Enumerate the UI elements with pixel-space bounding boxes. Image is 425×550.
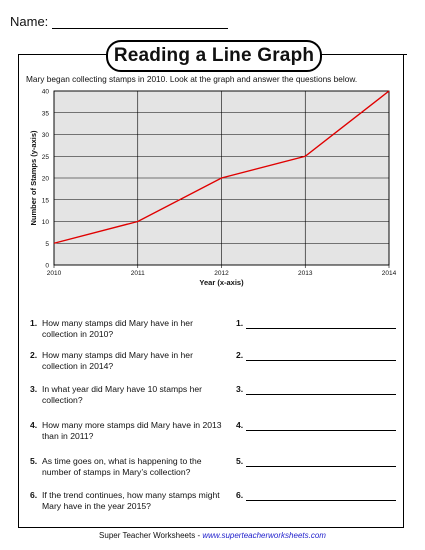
- question-number: 6.: [30, 490, 38, 500]
- y-tick-label: 40: [41, 88, 49, 96]
- answer-line[interactable]: [246, 422, 396, 431]
- x-axis-label: Year (x-axis): [199, 278, 244, 287]
- footer-brand: Super Teacher Worksheets: [99, 531, 196, 540]
- y-axis-label: Number of Stamps (y-axis): [29, 130, 38, 226]
- y-tick-label: 30: [41, 132, 49, 139]
- question-number: 4.: [30, 420, 38, 430]
- answer-line[interactable]: [246, 352, 396, 361]
- footer-link[interactable]: www.superteacherworksheets.com: [202, 531, 326, 540]
- footer: [0, 531, 425, 540]
- y-tick-label: 0: [45, 262, 49, 270]
- question-text: In what year did Mary have 10 stamps her collection?: [42, 384, 203, 405]
- y-tick-label: 15: [41, 197, 49, 205]
- y-tick-label: 20: [41, 175, 49, 183]
- answer-line[interactable]: [246, 492, 396, 501]
- x-tick-label: 2011: [130, 270, 145, 277]
- name-label: Name:: [10, 14, 49, 29]
- answer-line[interactable]: [246, 386, 396, 395]
- answer-label: 3.: [236, 384, 244, 394]
- answer-label: 2.: [236, 350, 244, 360]
- answer-label: 4.: [236, 420, 244, 430]
- footer-separator: -: [195, 531, 203, 540]
- question-text: As time goes on, what is happening to the number of stamps in Mary’s collection?: [42, 456, 202, 477]
- y-tick-label: 35: [41, 110, 49, 118]
- question-number: 2.: [30, 350, 38, 360]
- question-text: How many stamps did Mary have in her collection in 2010?: [42, 318, 193, 339]
- x-tick-label: 2010: [46, 270, 62, 277]
- intro-text: Mary began collecting stamps in 2010. Look at the graph and answer the questions below.: [26, 74, 358, 84]
- x-tick-label: 2012: [214, 270, 229, 277]
- question-text: How many stamps did Mary have in her collection in 2014?: [42, 350, 193, 371]
- x-tick-label: 2013: [298, 270, 313, 277]
- question-number: 3.: [30, 384, 38, 394]
- worksheet-title: Reading a Line Graph: [106, 40, 322, 72]
- y-tick-label: 10: [41, 219, 49, 226]
- y-tick-label: 25: [41, 153, 49, 161]
- x-tick-label: 2014: [381, 270, 397, 277]
- question-number: 1.: [30, 318, 38, 328]
- answer-label: 5.: [236, 456, 244, 466]
- answer-line[interactable]: [246, 320, 396, 329]
- answer-label: 6.: [236, 490, 244, 500]
- question-number: 5.: [30, 456, 38, 466]
- answer-line[interactable]: [246, 458, 396, 467]
- question-text: If the trend continues, how many stamps might Mary have in the year 2015?: [42, 490, 220, 511]
- question-text: How many more stamps did Mary have in 2013 than in 2011?: [42, 420, 222, 441]
- y-tick-label: 5: [45, 240, 49, 248]
- answer-label: 1.: [236, 318, 244, 328]
